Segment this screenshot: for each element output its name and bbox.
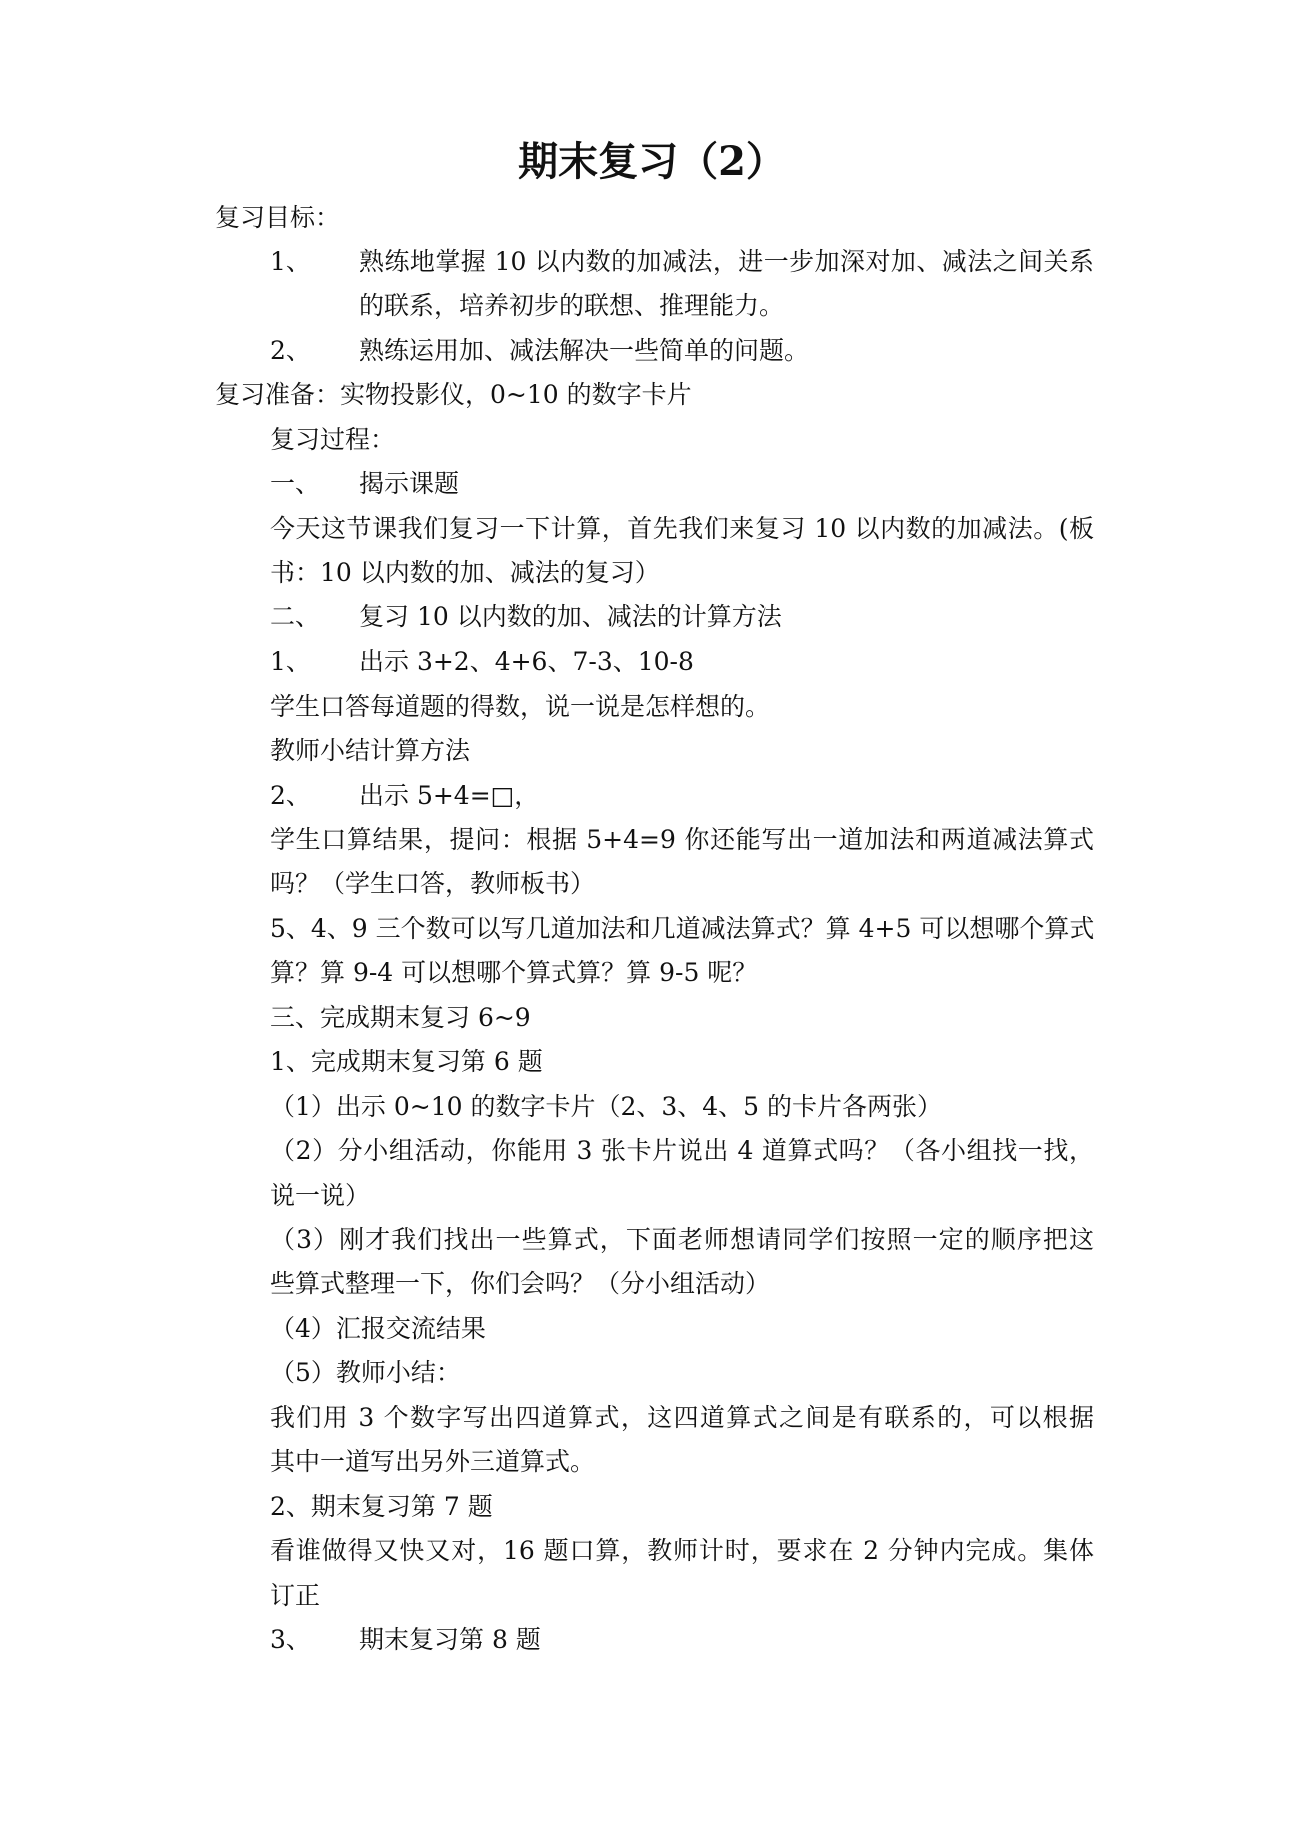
s3-sub-3-line-2: 些算式整理一下，你们会吗？（分小组活动）: [270, 1269, 771, 1298]
s3-sub-2-line-1: （2）分小组活动，你能用 3 张卡片说出 4 道算式吗？（各小组找一找，: [270, 1136, 1094, 1165]
s2-line-a: 学生口答每道题的得数，说一说是怎样想的。: [270, 692, 771, 721]
s2-line-b: 教师小结计算方法: [270, 736, 471, 765]
section-2-number: 二、: [270, 602, 321, 631]
s2-item-1-label: 出示 3+2、4+6、7-3、10-8: [359, 647, 694, 676]
s3-item-2-text-line-2: 订正: [270, 1581, 321, 1610]
s3-sub-1: （1）出示 0~10 的数字卡片（2、3、4、5 的卡片各两张）: [270, 1092, 943, 1121]
goal-item-2-text: 熟练运用加、减法解决一些简单的问题。: [359, 336, 810, 365]
s3-sub-2-line-2: 说一说）: [270, 1181, 371, 1210]
s3-summary-line-1: 我们用 3 个数字写出四道算式，这四道算式之间是有联系的，可以根据: [270, 1403, 1094, 1432]
s2-para1-line-2: 吗？（学生口答，教师板书）: [270, 869, 596, 898]
s3-item-2: 2、期末复习第 7 题: [270, 1492, 493, 1521]
section-1-label: 揭示课题: [359, 469, 460, 498]
s3-item-2-text-line-1: 看谁做得又快又对，16 题口算，教师计时，要求在 2 分钟内完成。集体: [270, 1536, 1094, 1565]
prep-line: 复习准备：实物投影仪，0~10 的数字卡片: [215, 380, 692, 409]
goal-item-1-number: 1、: [270, 247, 311, 276]
s2-para2-line-2: 算？算 9-4 可以想哪个算式算？算 9-5 呢？: [270, 958, 758, 987]
s3-item-1: 1、完成期末复习第 6 题: [270, 1047, 543, 1076]
intro-line-2: 书：10 以内数的加、减法的复习）: [270, 558, 660, 587]
goal-item-1-line-2: 的联系，培养初步的联想、推理能力。: [359, 291, 785, 320]
s3-item-3-number: 3、: [270, 1625, 311, 1654]
s3-item-3-label: 期末复习第 8 题: [359, 1625, 541, 1654]
section-1-number: 一、: [270, 469, 321, 498]
process-heading: 复习过程：: [270, 425, 396, 454]
s2-item-2-label: 出示 5+4=□，: [359, 781, 540, 810]
goal-heading: 复习目标：: [215, 203, 341, 232]
s2-item-2-number: 2、: [270, 781, 311, 810]
s2-item-1-number: 1、: [270, 647, 311, 676]
section-2-label: 复习 10 以内数的加、减法的计算方法: [359, 602, 782, 631]
goal-item-1-line-1: 熟练地掌握 10 以内数的加减法，进一步加深对加、减法之间关系: [359, 247, 1094, 276]
page-title: 期末复习（2）: [518, 138, 786, 185]
s3-sub-5: （5）教师小结：: [270, 1358, 461, 1387]
s3-sub-4: （4）汇报交流结果: [270, 1314, 486, 1343]
intro-line-1: 今天这节课我们复习一下计算，首先我们来复习 10 以内数的加减法。(板: [270, 514, 1094, 543]
s3-sub-3-line-1: （3）刚才我们找出一些算式，下面老师想请同学们按照一定的顺序把这: [270, 1225, 1094, 1254]
s3-summary-line-2: 其中一道写出另外三道算式。: [270, 1447, 596, 1476]
s2-para2-line-1: 5、4、9 三个数可以写几道加法和几道减法算式？算 4+5 可以想哪个算式: [270, 914, 1095, 943]
section-3-heading: 三、完成期末复习 6~9: [270, 1003, 531, 1032]
goal-item-2-number: 2、: [270, 336, 311, 365]
s2-para1-line-1: 学生口算结果，提问：根据 5+4=9 你还能写出一道加法和两道减法算式: [270, 825, 1094, 854]
